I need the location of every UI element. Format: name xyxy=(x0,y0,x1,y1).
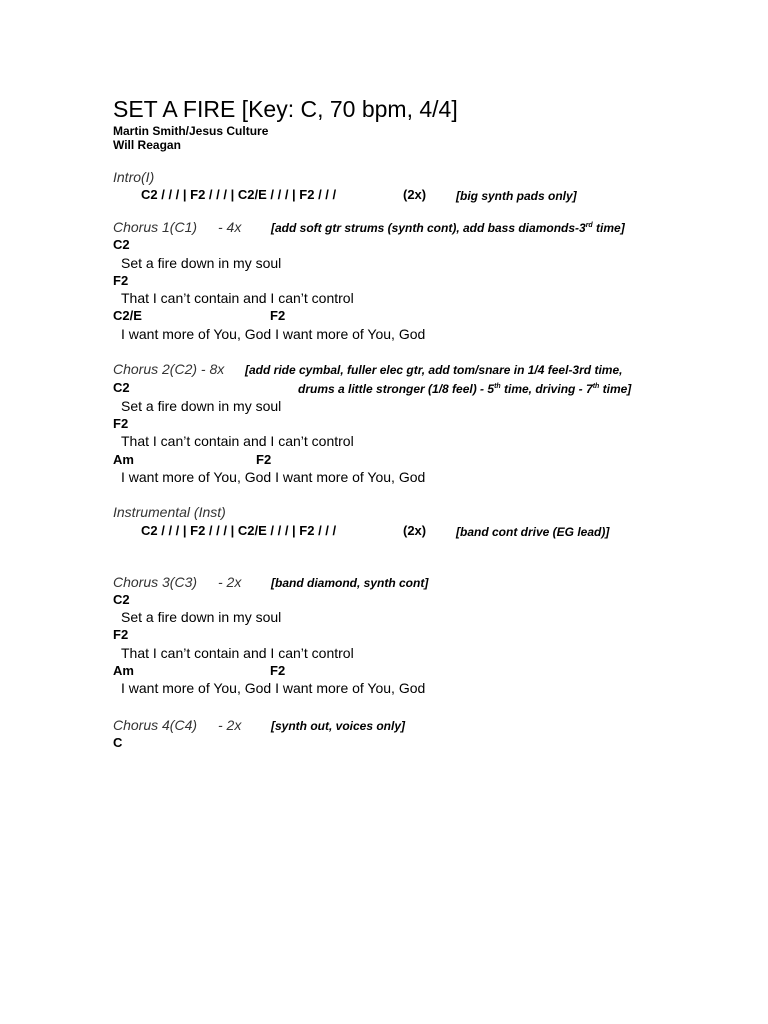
chorus1-count: - 4x xyxy=(218,219,242,235)
intro-note: [big synth pads only] xyxy=(456,189,577,203)
chorus1-note: [add soft gtr strums (synth cont), add bass diamonds-3rd time] xyxy=(271,221,625,235)
song-title: SET A FIRE [Key: C, 70 bpm, 4/4] xyxy=(113,96,458,122)
chorus2-chord-1: C2 xyxy=(113,380,130,395)
chorus3-chord-3a: Am xyxy=(113,663,134,678)
chorus3-chord-1: C2 xyxy=(113,592,130,607)
chorus4-count: - 2x xyxy=(218,717,242,733)
author-secondary: Will Reagan xyxy=(113,138,181,152)
chorus1-chord-2: F2 xyxy=(113,273,129,288)
chorus1-label: Chorus 1(C1) xyxy=(113,219,198,235)
chorus2-chord-3b: F2 xyxy=(256,452,272,467)
chorus3-lyric-1: Set a fire down in my soul xyxy=(121,609,282,625)
instrumental-note: [band cont drive (EG lead)] xyxy=(456,525,610,539)
chorus2-note-2: drums a little stronger (1/8 feel) - 5th time, driving - 7th time] xyxy=(298,382,632,396)
chorus4-label: Chorus 4(C4) xyxy=(113,717,198,733)
instrumental-progression: C2 / / / | F2 / / / | C2/E / / / | F2 / / / xyxy=(141,523,337,538)
intro-progression: C2 / / / | F2 / / / | C2/E / / / | F2 / / / xyxy=(141,187,337,202)
chorus2-chord-2: F2 xyxy=(113,416,129,431)
chorus1-lyric-2: That I can’t contain and I can’t control xyxy=(121,290,354,306)
chorus2-lyric-3: I want more of You, God I want more of You, God xyxy=(121,469,426,485)
chorus3-label: Chorus 3(C3) xyxy=(113,574,198,590)
chorus3-chord-2: F2 xyxy=(113,627,129,642)
chorus4-note: [synth out, voices only] xyxy=(271,719,406,733)
chorus3-chord-3b: F2 xyxy=(270,663,286,678)
chorus1-lyric-3: I want more of You, God I want more of You, God xyxy=(121,326,426,342)
chorus1-lyric-1: Set a fire down in my soul xyxy=(121,255,282,271)
author-primary: Martin Smith/Jesus Culture xyxy=(113,124,269,138)
chorus4-chord-1: C xyxy=(113,735,123,750)
chorus2-note-1: [add ride cymbal, fuller elec gtr, add tom/snare in 1/4 feel-3rd time, xyxy=(245,363,623,377)
intro-repeat: (2x) xyxy=(403,187,427,202)
instrumental-label: Instrumental (Inst) xyxy=(113,504,226,520)
chorus3-note: [band diamond, synth cont] xyxy=(271,576,429,590)
chorus2-lyric-1: Set a fire down in my soul xyxy=(121,398,282,414)
chorus3-count: - 2x xyxy=(218,574,242,590)
instrumental-repeat: (2x) xyxy=(403,523,427,538)
chorus3-lyric-3: I want more of You, God I want more of You, God xyxy=(121,680,426,696)
chorus1-chord-3a: C2/E xyxy=(113,308,142,323)
chorus3-lyric-2: That I can’t contain and I can’t control xyxy=(121,645,354,661)
chorus2-chord-3a: Am xyxy=(113,452,134,467)
chorus2-label: Chorus 2(C2) - 8x xyxy=(113,361,225,377)
intro-label: Intro(I) xyxy=(113,169,155,185)
chorus2-lyric-2: That I can’t contain and I can’t control xyxy=(121,433,354,449)
chorus1-chord-3b: F2 xyxy=(270,308,286,323)
chorus1-chord-1: C2 xyxy=(113,237,130,252)
